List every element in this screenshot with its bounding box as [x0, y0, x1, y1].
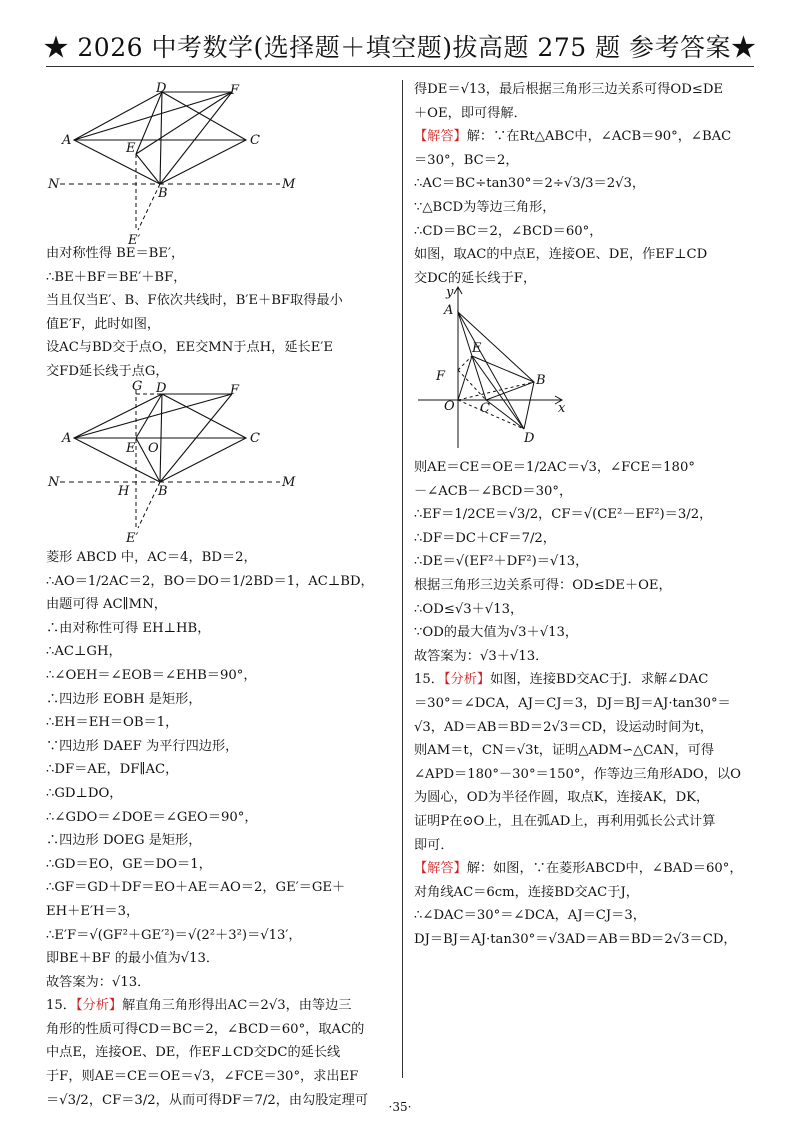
fig3-label: F [436, 369, 446, 384]
text-line: 解：∵在Rt△ABC中，∠ACB＝90°，∠BAC [466, 129, 732, 145]
text-line: ∴GD＝EO，GE＝DO＝1， [46, 856, 212, 872]
figure-rhombus-2 [46, 378, 346, 546]
fig3-label: y [446, 285, 454, 300]
fig1-label: E′ [128, 233, 141, 248]
fig1-label: M [282, 177, 296, 192]
text-line: ∴DF＝DC＋CF＝7/2， [414, 530, 556, 546]
question-number: 15． [46, 998, 76, 1014]
fig2-label: M [282, 475, 296, 490]
fig2-label: H [118, 484, 130, 499]
text-line: 证明P在⊙O上，且在弧AD上，再利用弧长公式计算 [414, 813, 716, 829]
fig2-label: O [148, 441, 159, 456]
text-line: ∴OD≤√3＋√13， [414, 601, 524, 617]
fig3-label: B [536, 373, 546, 388]
text-line: √3，AD＝AB＝BD＝2√3＝CD，设运动时间为t， [414, 719, 713, 735]
fig3-label: x [558, 401, 566, 416]
fig3-label: D [524, 431, 535, 446]
fig1-label: C [250, 133, 260, 148]
fig1-label: B [158, 186, 168, 201]
fig3-label: O [444, 399, 455, 414]
fig2-label: B [158, 484, 168, 499]
text-line: EH＋E′H＝3， [46, 903, 140, 919]
text-line: 即BE＋BF 的最小值为√13． [46, 951, 220, 967]
text-line: ∠APD＝180°－30°＝150°，作等边三角形ADO，以O [414, 766, 741, 782]
analysis-tag: 【分析】 [75, 998, 123, 1014]
solution-line [414, 125, 759, 149]
fig2-label: E [126, 441, 136, 456]
right-column-text-a [414, 78, 759, 290]
text-line: ＝30°＝∠DCA，AJ＝CJ＝3，DJ＝BJ＝AJ·tan30°＝ [414, 695, 731, 711]
text-line: 则AE＝CE＝OE＝1/2AC＝√3，∠FCE＝180° [414, 460, 695, 475]
text-line: ∴四边形 DOEG 是矩形， [46, 833, 202, 849]
text-line: ∴∠DAC＝30°＝∠DCA，AJ＝CJ＝3， [414, 908, 646, 924]
text-line: 对角线AC＝6cm，连接BD交AC于J， [414, 884, 639, 900]
fig2-label: G [132, 379, 143, 394]
text-line: 故答案为：√13． [46, 974, 151, 990]
solution-tag: 【解答】 [414, 129, 467, 145]
fig3-label: E [472, 341, 482, 356]
figure-rhombus-1 [46, 80, 346, 248]
page-title: ★ 2026 中考数学(选择题＋填空题)拔高题 275 题 参考答案★ [43, 33, 757, 62]
text-line: ∴EH＝EH＝OB＝1， [46, 715, 179, 731]
fig1-label: N [48, 177, 60, 192]
analysis-line [46, 994, 390, 1018]
text-line: ∴CD＝BC＝2，∠BCD＝60°， [414, 223, 603, 239]
text-line: ∴四边形 EOBH 是矩形， [46, 691, 202, 707]
text-line: ∴由对称性可得 EH⊥HB， [46, 620, 211, 636]
analysis-tag: 【分析】 [443, 672, 491, 688]
fig2-label: A [62, 431, 72, 446]
text-line: DJ＝BJ＝AJ·tan30°＝√3AD＝AB＝BD＝2√3＝CD， [414, 931, 737, 947]
text-line: 为圆心，OD为半径作圆，取点K，连接AK，DK， [414, 790, 710, 806]
text-line: ＝√3/2，CF＝3/2，从而可得DF＝7/2，由勾股定理可 [46, 1092, 369, 1108]
text-line: ∴DF＝AE，DF∥AC， [46, 762, 179, 778]
text-line: ＋OE，即可得解． [414, 105, 527, 121]
column-divider [402, 80, 403, 1078]
text-line: 则AM＝t，CN＝√3t，证明△ADM∽△CAN，可得 [414, 743, 715, 759]
fig2-label: D [156, 381, 167, 396]
text-line: 值E′F，此时如图， [46, 316, 161, 332]
text-line: 中点E，连接OE、DE，作EF⊥CD交DC的延长线 [46, 1045, 341, 1061]
fig1-label: A [62, 133, 72, 148]
text-line: 由题可得 AC∥MN， [46, 597, 167, 613]
text-line: 交FD延长线于点G， [46, 363, 169, 379]
fig3-label: A [444, 303, 454, 318]
text-line: 解直角三角形得出AC＝2√3，由等边三 [122, 998, 352, 1014]
text-line: ∴GD⊥DO， [46, 785, 123, 801]
fig2-label: C [250, 431, 260, 446]
figure-coordinate [414, 284, 574, 450]
text-line: 于F，则AE＝CE＝OE＝√3，∠FCE＝30°，求出EF [46, 1069, 359, 1085]
page-number: ·35· [388, 1100, 412, 1114]
text-line: ∵△BCD为等边三角形， [414, 199, 556, 215]
text-line: 交DC的延长线于F， [414, 270, 537, 286]
text-line: ∴E′F＝√(GF²＋GE′²)＝√(2²＋3²)＝√13′， [46, 927, 302, 943]
right-column-text-b [414, 456, 759, 951]
text-line: ∴GF＝GD＋DF＝EO＋AE＝AO＝2，GE′＝GE＋ [46, 880, 346, 896]
fig1-label: D [156, 81, 167, 96]
text-line: 如图，取AC的中点E，连接OE、DE，作EF⊥CD [414, 247, 708, 263]
text-line: ∴AO＝1/2AC＝2，BO＝DO＝1/2BD＝1，AC⊥BD， [46, 573, 374, 589]
text-line: 由对称性得 BE＝BE′， [46, 246, 185, 261]
analysis-line [414, 668, 759, 692]
solution-line [414, 857, 759, 881]
text-line: 菱形 ABCD 中，AC＝4，BD＝2， [46, 550, 257, 565]
text-line: ∵OD的最大值为√3＋√13， [414, 625, 579, 641]
text-line: ∴DE＝√(EF²＋DF²)＝√13， [414, 554, 589, 570]
text-line: 设AC与BD交于点O，EE交MN于点H，延长E′E [46, 340, 333, 356]
text-line: 得DE＝√13，最后根据三角形三边关系可得OD≤DE [414, 82, 724, 97]
text-line: ∴AC⊥GH， [46, 644, 122, 660]
fig2-label: F [230, 383, 240, 398]
question-number: 15． [414, 672, 444, 688]
text-line: 故答案为：√3＋√13． [414, 648, 549, 664]
text-line: 根据三角形三边关系可得：OD≤DE＋OE， [414, 577, 672, 593]
header-rule [46, 66, 754, 67]
text-line: －∠ACB－∠BCD＝30°， [414, 483, 573, 499]
left-column-text-b [46, 546, 390, 1112]
text-line: ∴BE＋BF＝BE′＋BF， [46, 269, 187, 285]
text-line: 当且仅当E′、B、F依次共线时，B′E＋BF取得最小 [46, 293, 343, 309]
text-line: ∴AC＝BC÷tan30°＝2÷√3/3＝2√3， [414, 176, 646, 192]
fig3-label: C [480, 401, 490, 416]
text-line: ∴∠GDO＝∠DOE＝∠GEO＝90°， [46, 809, 258, 825]
text-line: 角形的性质可得CD＝BC＝2，∠BCD＝60°，取AC的 [46, 1021, 365, 1037]
text-line: ∴EF＝1/2CE＝√3/2，CF＝√(CE²－EF²)＝3/2， [414, 507, 713, 523]
fig2-label: N [48, 475, 60, 490]
fig1-label: E [126, 141, 136, 156]
text-line: 如图，连接BD交AC于J．求解∠DAC [490, 672, 709, 688]
text-line: ＝30°，BC＝2， [414, 152, 519, 168]
solution-tag: 【解答】 [414, 861, 467, 877]
text-line: ∴∠OEH＝∠EOB＝∠EHB＝90°， [46, 667, 257, 683]
fig2-label: E′ [126, 531, 139, 546]
text-line: ∵四边形 DAEF 为平行四边形， [46, 738, 239, 754]
left-column-text-a [46, 242, 390, 384]
fig1-label: F [230, 83, 240, 98]
text-line: 解：如图，∵在菱形ABCD中，∠BAD＝60°， [466, 861, 743, 877]
text-line: 即可． [414, 837, 454, 853]
